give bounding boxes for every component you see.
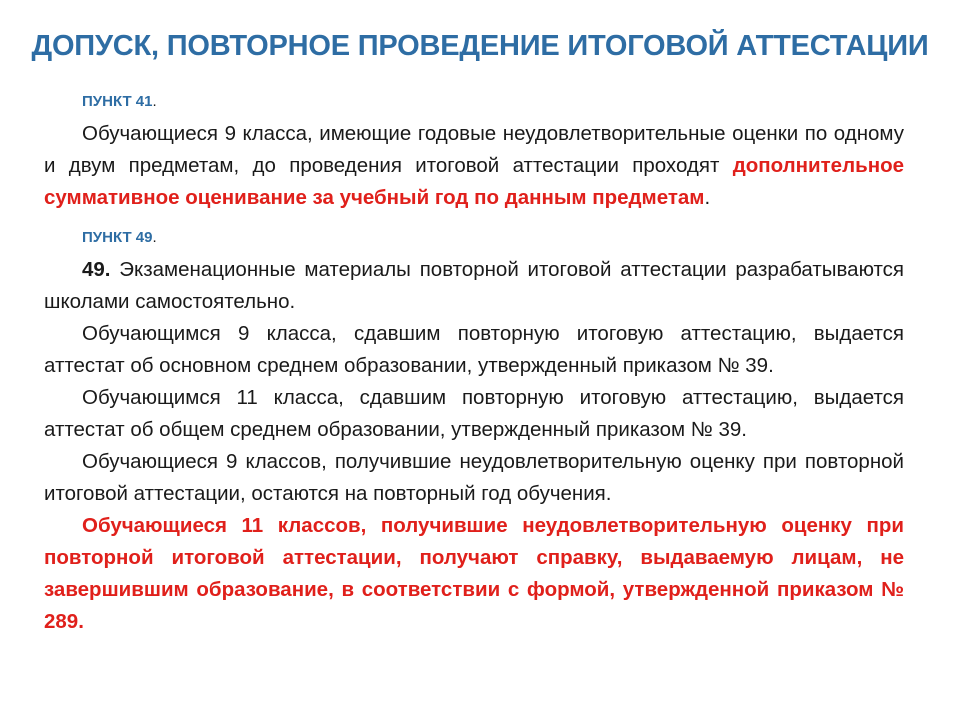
slide-title: ДОПУСК, ПОВТОРНОЕ ПРОВЕДЕНИЕ ИТОГОВОЙ АТТЕСТАЦИИ <box>31 30 929 62</box>
section-label-41-text: ПУНКТ 41 <box>82 93 153 110</box>
paragraph-41-text: Обучающиеся 9 класса, имеющие годовые неудовлетворительные оценки по одному и двум предметам, до проведения итоговой аттестации проходят <box>44 122 904 177</box>
paragraph-49-3: Обучающимся 11 класса, сдавшим повторную итоговую аттестацию, выдается аттестат об общем среднем образовании, утвержденный приказом № 39. <box>44 386 904 441</box>
slide-content <box>44 88 904 638</box>
paragraph-49-1 <box>44 254 904 318</box>
paragraph-49-4: Обучающиеся 9 классов, получившие неудовлетворительную оценку при повторной итоговой аттестации, остаются на повторный год обучения. <box>44 450 904 505</box>
paragraph-49-1-text: Экзаменационные материалы повторной итоговой аттестации разрабатываются школами самостоятельно. <box>44 258 904 313</box>
paragraph-49-2: Обучающимся 9 класса, сдавшим повторную итоговую аттестацию, выдается аттестат об основном среднем образовании, утвержденный приказом № 39. <box>44 322 904 377</box>
paragraph-41-highlight: дополнительное суммативное оценивание за учебный год по данным предметам <box>44 154 904 209</box>
paragraph-41 <box>44 118 904 214</box>
section-label-41 <box>44 90 904 114</box>
section-label-49-text: ПУНКТ 49 <box>82 229 153 246</box>
section-label-49-suffix: . <box>152 229 157 246</box>
paragraph-49-5: Обучающиеся 11 классов, получившие неудовлетворительную оценку при повторной итоговой аттестации, получают справку, выдаваемую лицам, не завершившим образование, в соответствии с формой, утвержденной приказом № 289. <box>44 514 904 633</box>
paragraph-41-end: . <box>704 186 711 209</box>
section-label-49 <box>44 226 904 250</box>
paragraph-49-number: 49. <box>82 258 111 281</box>
section-label-41-suffix: . <box>152 93 157 110</box>
